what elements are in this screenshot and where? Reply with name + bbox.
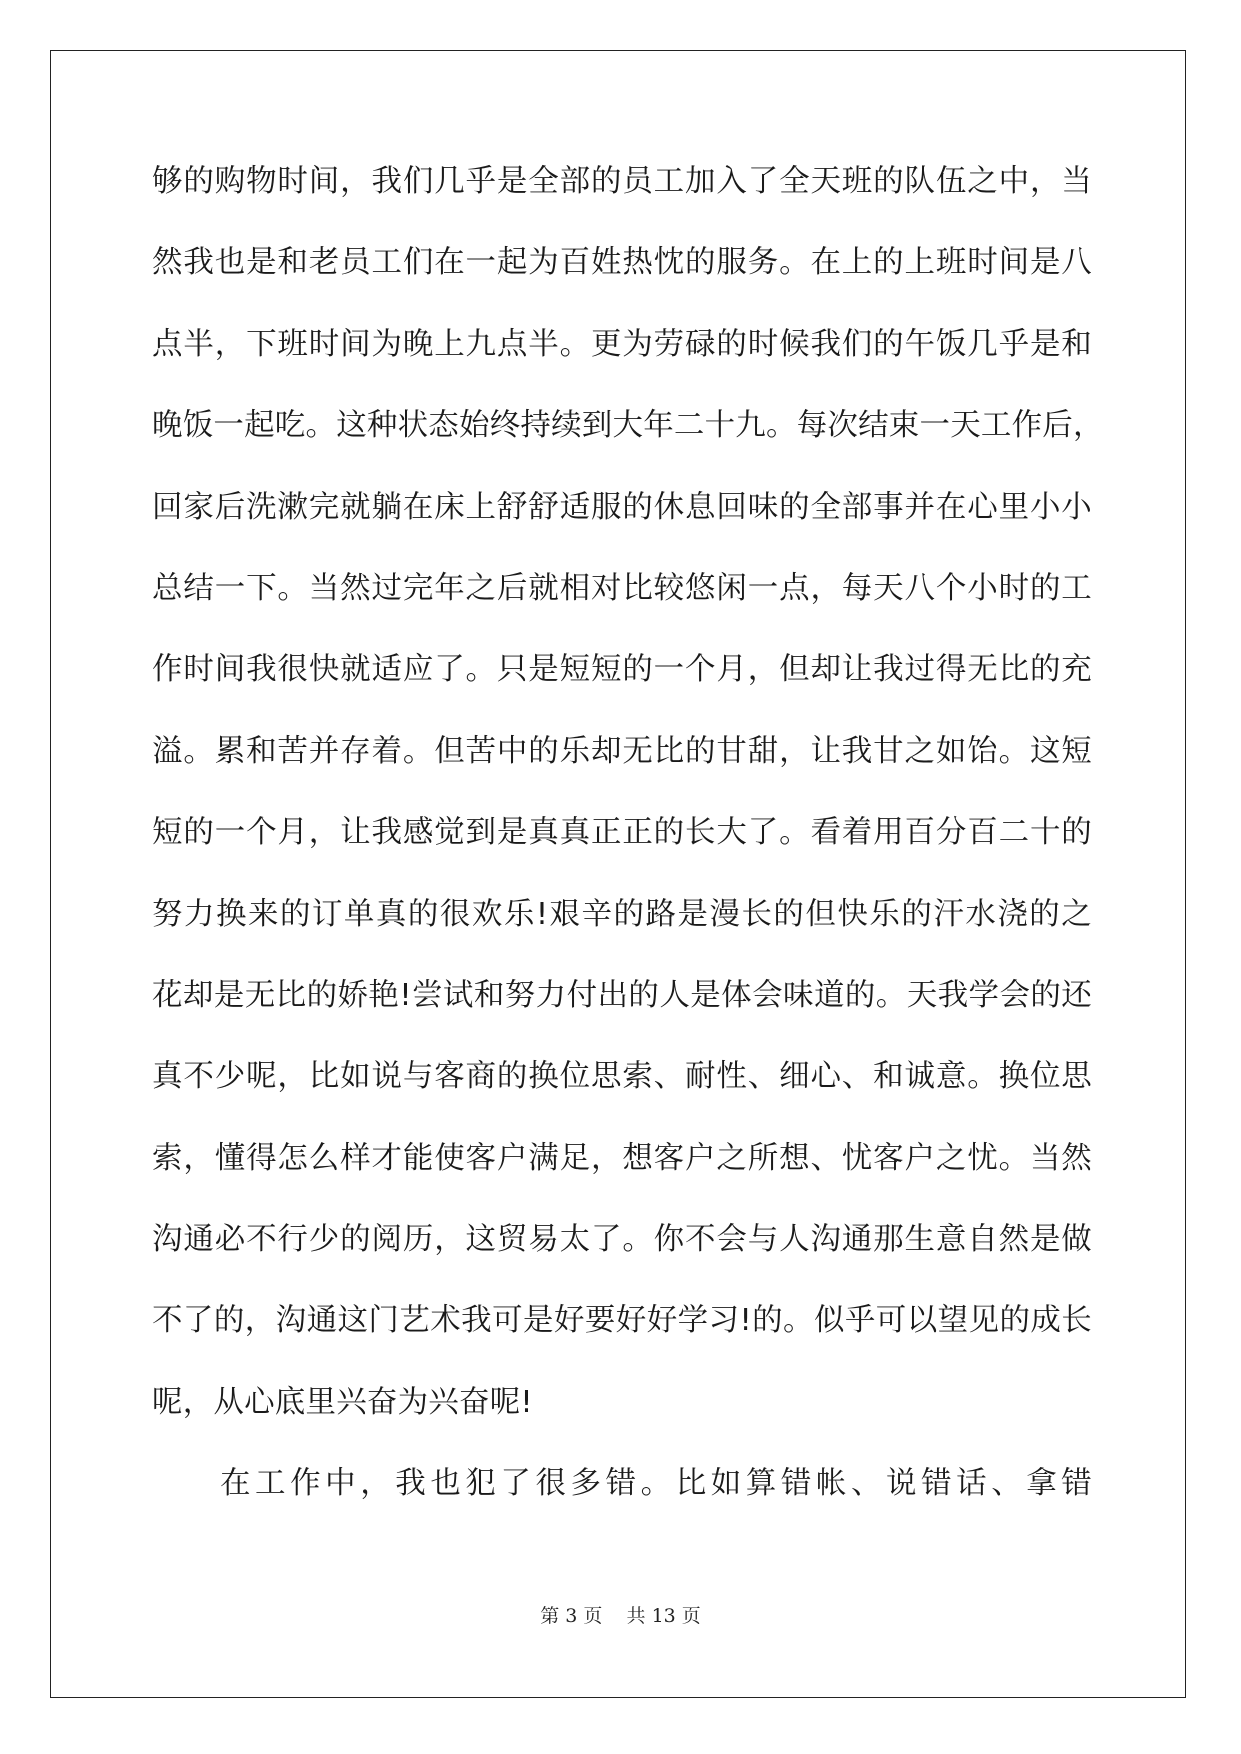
body-text	[152, 160, 1104, 1544]
text-line: 总结一下。当然过完年之后就相对比较悠闲一点，每天八个小时的工	[152, 570, 1092, 606]
text-line: 作时间我很快就适应了。只是短短的一个月，但却让我过得无比的充	[152, 652, 1092, 688]
text-line: 够的购物时间，我们几乎是全部的员工加入了全天班的队伍之中，当	[152, 164, 1092, 199]
text-line: 索，懂得怎么样才能使客户满足，想客户之所想、忧客户之忧。当然	[152, 1140, 1092, 1176]
text-line-paragraph-end: 呢，从心底里兴奋为兴奋呢!	[152, 1384, 533, 1420]
page-number: 第 3 页	[540, 1605, 603, 1627]
page-footer	[0, 1601, 1241, 1628]
text-line: 不了的，沟通这门艺术我可是好要好好学习!的。似乎可以望见的成长	[152, 1303, 1092, 1339]
text-line-paragraph-start: 在工作中，我也犯了很多错。比如算错帐、说错话、拿错	[220, 1466, 1092, 1502]
page-total: 共 13 页	[626, 1605, 701, 1627]
text-line: 短的一个月，让我感觉到是真真正正的长大了。看着用百分百二十的	[152, 815, 1092, 851]
text-line: 回家后洗漱完就躺在床上舒舒适服的休息回味的全部事并在心里小小	[152, 489, 1092, 525]
text-line: 然我也是和老员工们在一起为百姓热忱的服务。在上的上班时间是八	[152, 245, 1092, 281]
text-line: 真不少呢，比如说与客商的换位思索、耐性、细心、和诚意。换位思	[152, 1059, 1092, 1095]
text-line: 溢。累和苦并存着。但苦中的乐却无比的甘甜，让我甘之如饴。这短	[152, 733, 1092, 769]
text-line: 努力换来的订单真的很欢乐!艰辛的路是漫长的但快乐的汗水浇的之	[152, 896, 1092, 932]
text-line: 沟通必不行少的阅历，这贸易太了。你不会与人沟通那生意自然是做	[152, 1222, 1092, 1258]
text-line: 晚饭一起吃。这种状态始终持续到大年二十九。每次结束一天工作后，	[152, 408, 1104, 444]
text-line: 花却是无比的娇艳!尝试和努力付出的人是体会味道的。天我学会的还	[152, 977, 1092, 1013]
text-line: 点半，下班时间为晚上九点半。更为劳碌的时候我们的午饭几乎是和	[152, 326, 1092, 362]
